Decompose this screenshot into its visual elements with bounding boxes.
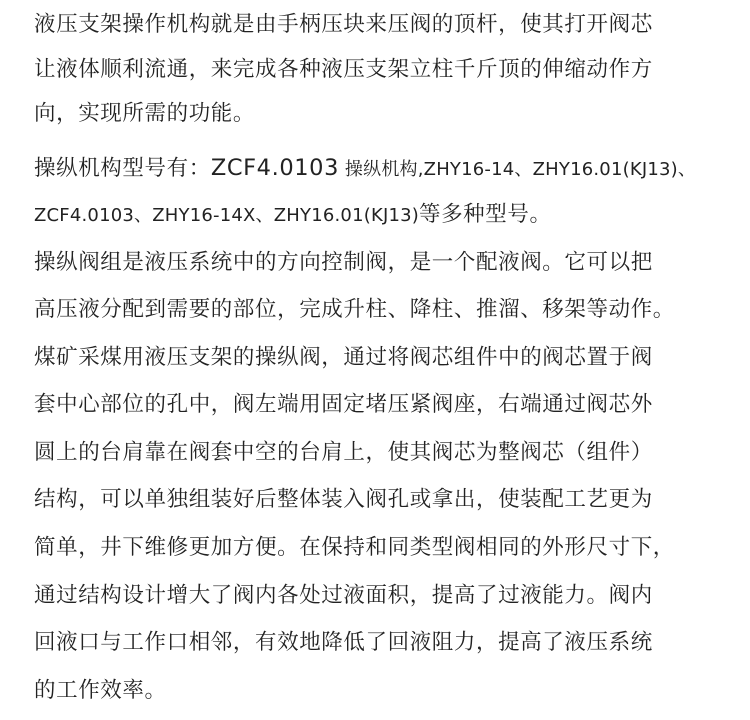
paragraph-3-line-2: 高压液分配到需要的部位，完成升柱、降柱、推溜、移架等动作。 [34,297,675,322]
paragraph-1-line-3: 向，实现所需的功能。 [34,101,256,126]
paragraph-4-line-6: 通过结构设计增大了阀内各处过液面积，提高了过液能力。阀内 [34,583,653,608]
model-list-rest: 操纵机构,ZHY16-14、ZHY16.01(KJ13)、 [339,159,697,180]
paragraph-4-line-7: 回液口与工作口相邻，有效地降低了回液阻力，提高了液压系统 [34,630,653,655]
paragraph-3-line-1: 操纵阀组是液压系统中的方向控制阀，是一个配液阀。它可以把 [34,250,653,275]
paragraph-2-line-2 [34,200,552,231]
paragraph-4-line-2: 套中心部位的孔中，阀左端用固定堵压紧阀座，右端通过阀芯外 [34,392,653,417]
paragraph-4-line-1: 煤矿采煤用液压支架的操纵阀，通过将阀芯组件中的阀芯置于阀 [34,345,653,370]
model-list-prefix: 操纵机构型号有： [34,156,211,181]
paragraph-1-line-2: 让液体顺利流通，来完成各种液压支架立柱千斤顶的伸缩动作方 [34,57,653,82]
paragraph-1-line-1: 液压支架操作机构就是由手柄压块来压阀的顶杆，使其打开阀芯 [34,12,653,37]
paragraph-4-line-3: 圆上的台肩靠在阀套中空的台肩上，使其阀芯为整阀芯（组件） [34,440,653,465]
paragraph-2-line-1 [34,153,696,185]
paragraph-4-line-8: 的工作效率。 [34,678,167,703]
model-list-suffix: 等多种型号。 [418,202,552,227]
paragraph-4-line-4: 结构，可以单独组装好后整体装入阀孔或拿出，使装配工艺更为 [34,487,653,512]
model-list-continued: ZCF4.0103、ZHY16-14X、ZHY16.01(KJ13) [34,205,419,226]
model-zcf: ZCF4.0103 [210,155,340,181]
paragraph-4-line-5: 简单，井下维修更加方便。在保持和同类型阀相同的外形尺寸下， [34,535,675,560]
